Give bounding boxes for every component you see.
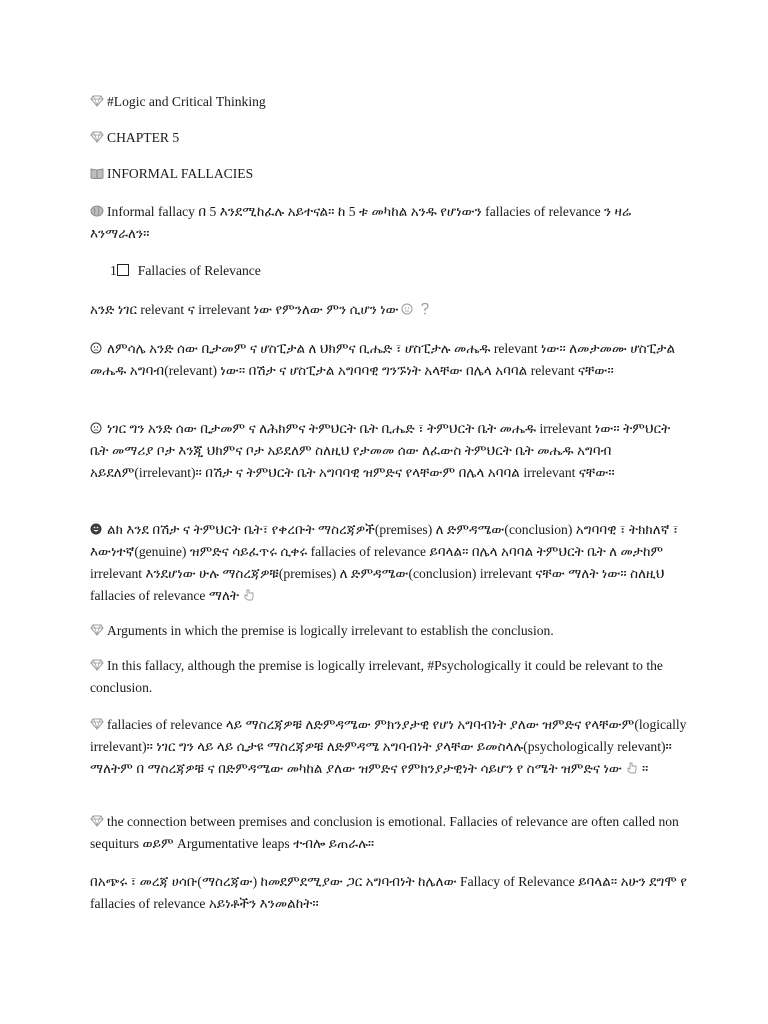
example-text-1: ለምሳሌ አንድ ሰው ቢታመም ና ሆስፒታል ለ ህክምና ቢሔድ ፣ ሆስፒታሉ መሔዱ relevant ነው። ለመታመሙ ሆስፒታል መሔዱ አግባብ(relevant) ነው። በሽታ ና ሆስፒታል አግባባዊ ግንኙነት አላቸው በሌላ አባባል relevant ናቸው። xyxy=(90,341,676,378)
confused-face-icon xyxy=(90,342,104,354)
intro-text: Informal fallacy በ 5 እንደሚከፈሉ አይተናል። ከ 5 ቱ መካከል አንዱ የሆነውን fallacies of relevance ን ዛሬ እንማራለን። xyxy=(90,204,632,241)
heading-text: Fallacies of Relevance xyxy=(137,263,261,278)
question-text: አንድ ነገር relevant ና irrelevant ነው የምንለው ምን ሲሆን ነው xyxy=(90,302,399,317)
relevance-end: ። xyxy=(641,761,649,776)
thinking-face-icon xyxy=(401,303,415,315)
definition-text: Arguments in which the premise is logically irrelevant to establish the conclusion. xyxy=(107,623,554,638)
brain-icon xyxy=(90,205,104,217)
summary-paragraph xyxy=(90,871,690,915)
chapter-text: CHAPTER 5 xyxy=(107,130,180,145)
section-line xyxy=(90,163,690,185)
heading-number: 1 xyxy=(110,263,117,278)
question-line xyxy=(90,299,690,321)
grinning-face-icon xyxy=(90,523,104,535)
gem-icon xyxy=(90,718,104,730)
book-icon xyxy=(90,167,104,179)
psych-paragraph xyxy=(90,655,690,699)
section-text: INFORMAL FALLACIES xyxy=(107,166,254,181)
numbered-heading xyxy=(90,260,690,282)
gem-icon xyxy=(90,624,104,636)
gem-icon xyxy=(90,131,104,143)
explanation-paragraph xyxy=(90,519,690,607)
emotional-paragraph xyxy=(90,811,690,855)
chapter-line xyxy=(90,127,690,149)
hashtag-title-text: #Logic and Critical Thinking xyxy=(107,94,266,109)
relevance-text: fallacies of relevance ላይ ማስረጃዎቹ ለድምዳሜው ምክንያታዊ የሆነ አግባብነት ያለው ዝምድና የላቸውም(logically irrelevant)። ነገር ግን ላይ ላይ ሲታዩ ማስረጃዎቹ ለድምዳሜ አግባብነት ያላቸው ይመስላሉ(psychologically relevant)። ማለትም በ ማስረጃዎቹ ና በድምዳሜው መካከል ያለው ዝምድና የምክንያታዊነት ሳይሆን የ ስሜት ዝምድና ነው xyxy=(90,717,687,776)
gem-icon xyxy=(90,815,104,827)
example-paragraph-1 xyxy=(90,338,690,382)
explanation-text: ልክ እንደ በሽታ ና ትምህርት ቤት፣ የቀረቡት ማስረጃዎች(premises) ለ ድምዳሜው(conclusion) አግባባዊ ፣ ትክክለኛ ፣ እውነተኛ(genuine) ዝምድና ሳይፈጥሩ ሲቀሩ fallacies of relevance ይባላል። በሌላ አባባል ትምህርት ቤት ለ መታከም irrelevant እንደሆነው ሁሉ ማስረጃዎቹ(premises) ለ ድምዳሜው(conclusion) irrelevant ናቸው ማለት ነው። ስለዚህ fallacies of relevance ማለት xyxy=(90,522,679,603)
confused-face-icon xyxy=(90,422,104,434)
hashtag-title-line xyxy=(90,91,690,113)
gem-icon xyxy=(90,95,104,107)
summary-text: በአጭሩ ፣ መረጃ ሀሳቡ(ማስረጃው) ከመደምደሚያው ጋር አግባብነት ከሌለው Fallacy of Relevance ይባላል። አሁን ደግሞ የ fallacies of relevance አይነቶችን እንመልከት። xyxy=(90,874,687,911)
gem-icon xyxy=(90,659,104,671)
example-text-2: ነገር ግን አንድ ሰው ቢታመም ና ለሕክምና ትምህርት ቤት ቢሔድ ፣ ትምህርት ቤት መሔዱ irrelevant ነው። ትምህርት ቤት መማሪያ ቦታ እንጂ ህክምና ቦታ አይደለም ስለዚህ የታመመ ሰው ለፈውስ ትምህርት ቤት መሔዱ አግባብ አይደለም(irrelevant)። በሽታ ና ትምህርት ቤት አግባባዊ ዝምድና የላቸውም በሌላ አባባል irrelevant ናቸው። xyxy=(90,421,671,480)
definition-line xyxy=(90,620,690,642)
intro-paragraph xyxy=(90,201,690,245)
keycap-box-icon xyxy=(117,264,129,276)
emotional-text: the connection between premises and conclusion is emotional. Fallacies of relevance are often called non sequiturs ወይም Argumentative leaps ተብሎ ይጠራሉ። xyxy=(90,814,679,851)
question-mark-icon xyxy=(418,303,432,315)
example-paragraph-2 xyxy=(90,418,690,484)
pointing-down-hand-icon xyxy=(242,589,256,601)
pointing-down-hand-icon xyxy=(625,762,639,774)
relevance-paragraph xyxy=(90,714,690,780)
psych-text: In this fallacy, although the premise is logically irrelevant, #Psychologically it could be relevant to the conclusion. xyxy=(90,658,663,695)
